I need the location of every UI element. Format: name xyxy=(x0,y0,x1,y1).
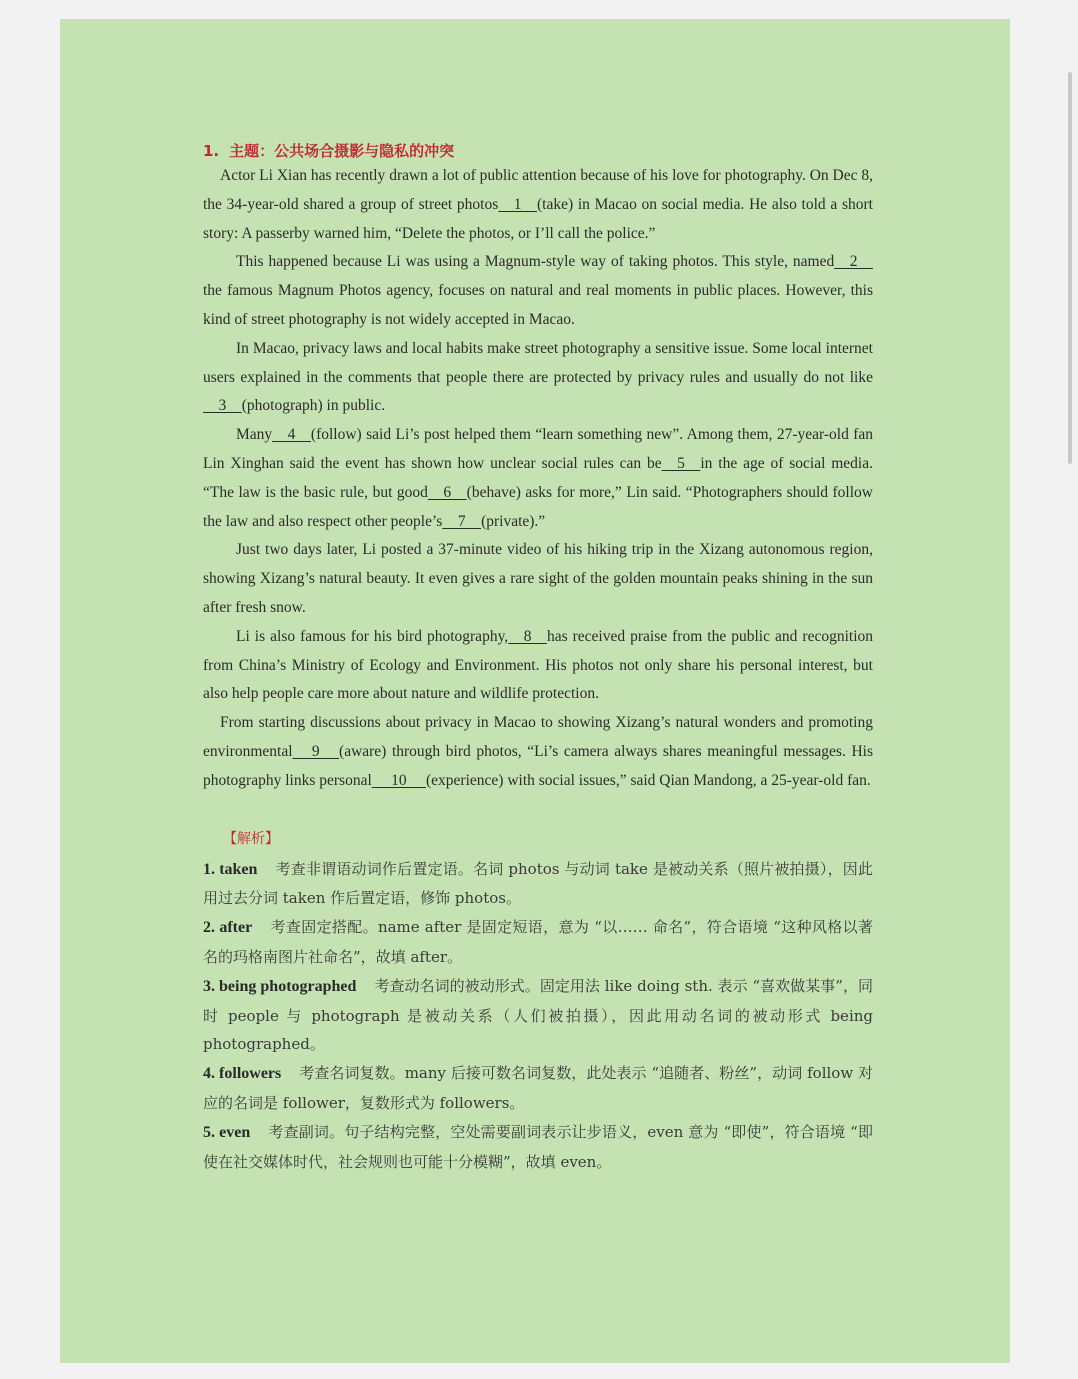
passage-text: Actor Li Xian has recently drawn a lot of public attention because of his love for photography. On Dec 8, the 34-year-old shared a group of street photos xyxy=(203,167,873,213)
passage-paragraph-2 xyxy=(203,248,873,334)
answer-analysis xyxy=(203,828,873,1177)
passage-text: (private).” xyxy=(481,512,546,530)
passage-text: (follow) said Li’s post helped them “learn something new”. Among them, 27-year-old fan Lin Xinghan said the event has shown how unclear social rules can be xyxy=(203,426,873,472)
answer-label: 5. even xyxy=(203,1123,251,1141)
blank-3: 3 xyxy=(203,397,242,415)
document-page xyxy=(60,19,1010,1363)
analysis-title: 【解析】 xyxy=(223,830,279,847)
analysis-text: 考查动名词的被动形式。固定用法 like doing sth. 表示 “喜欢做某事”，同时 people 与 photograph 是被动关系（人们被拍摄），因此用动名词的被动形式 being photographed。 xyxy=(203,976,873,1054)
passage-text: (take) in Macao on social media. He also told a short story: A passerby warned him, “Delete the photos, or I’ll call the police.” xyxy=(203,195,873,242)
passage-text: has received praise from the public and recognition from China’s Ministry of Ecology and Environment. His photos not only share his personal interest, but also help people care more about nature and wildlife protection. xyxy=(203,627,873,703)
passage-paragraph-5 xyxy=(203,536,873,622)
blank-7: 7 xyxy=(442,512,482,530)
passage-text: Li is also famous for his bird photography, xyxy=(236,627,509,645)
blank-2: 2 xyxy=(834,253,873,271)
question-heading xyxy=(203,140,873,162)
passage-paragraph-6 xyxy=(203,623,873,709)
blank-10: 10 xyxy=(371,771,427,789)
passage-text: (behave) asks for more,” Lin said. “Photographers should follow the law and also respect other people’s xyxy=(203,483,873,530)
passage-paragraph-1 xyxy=(203,162,873,248)
question-number: 1. xyxy=(203,142,220,160)
analysis-item-3 xyxy=(203,972,873,1059)
blank-4: 4 xyxy=(272,426,311,444)
analysis-item-5 xyxy=(203,1118,873,1177)
blank-1: 1 xyxy=(498,195,538,213)
blank-8: 8 xyxy=(508,627,547,645)
passage-text: Just two days later, Li posted a 37-minute video of his hiking trip in the Xizang autonomous region, showing Xizang’s natural beauty. It even gives a rare sight of the golden mountain peaks shining in the sun after fresh snow. xyxy=(203,541,873,616)
passage-text: (aware) through bird photos, “Li’s camera always shares meaningful messages. His photography links personal xyxy=(203,742,873,789)
answer-label: 1. taken xyxy=(203,860,258,878)
blank-6: 6 xyxy=(427,483,467,501)
analysis-text: 考查固定搭配。name after 是固定短语，意为 “以…… 命名”，符合语境 “这种风格以著名的玛格南图片社命名”，故填 after。 xyxy=(203,918,873,966)
passage-text: From starting discussions about privacy in Macao to showing Xizang’s natural wonders and promoting environmental xyxy=(203,714,873,760)
blank-5: 5 xyxy=(661,454,701,472)
passage-paragraph-3 xyxy=(203,335,873,421)
analysis-item-2 xyxy=(203,913,873,972)
passage-text: Many xyxy=(236,426,273,444)
passage-paragraph-7 xyxy=(203,709,873,795)
document-content xyxy=(203,140,873,1176)
passage-text: (photograph) in public. xyxy=(241,397,386,415)
analysis-text: 考查副词。句子结构完整，空处需要副词表示让步语义，even 意为 “即使”，符合语境 “即使在社交媒体时代，社会规则也可能十分模糊”，故填 even。 xyxy=(203,1122,873,1171)
analysis-item-1 xyxy=(203,855,873,914)
analysis-item-4 xyxy=(203,1059,873,1118)
passage-text: the famous Magnum Photos agency, focuses on natural and real moments in public places. However, this kind of street photography is not widely accepted in Macao. xyxy=(203,282,873,328)
passage-text: This happened because Li was using a Magnum-style way of taking photos. This style, named xyxy=(236,253,835,271)
reading-passage xyxy=(203,162,873,796)
passage-text: (experience) with social issues,” said Qian Mandong, a 25-year-old fan. xyxy=(426,771,871,789)
answer-label: 3. being photographed xyxy=(203,977,357,995)
blank-9: 9 xyxy=(292,742,340,760)
analysis-text: 考查非谓语动词作后置定语。名词 photos 与动词 take 是被动关系（照片被拍摄），因此用过去分词 taken 作后置定语，修饰 photos。 xyxy=(203,859,873,908)
question-title: 主题：公共场合摄影与隐私的冲突 xyxy=(229,142,455,160)
answer-label: 4. followers xyxy=(203,1065,282,1083)
passage-text: in the age of social media. “The law is the basic rule, but good xyxy=(203,454,873,501)
answer-label: 2. after xyxy=(203,919,253,937)
passage-paragraph-4 xyxy=(203,421,873,536)
vertical-scrollbar[interactable] xyxy=(1068,72,1072,464)
analysis-text: 考查名词复数。many 后接可数名词复数，此处表示 “追随者、粉丝”，动词 follow 对应的名词是 follower，复数形式为 followers。 xyxy=(203,1064,874,1112)
passage-text: In Macao, privacy laws and local habits make street photography a sensitive issue. Some local internet users explained in the comments that people there are protected by privacy rules and usually do not like xyxy=(203,339,873,386)
